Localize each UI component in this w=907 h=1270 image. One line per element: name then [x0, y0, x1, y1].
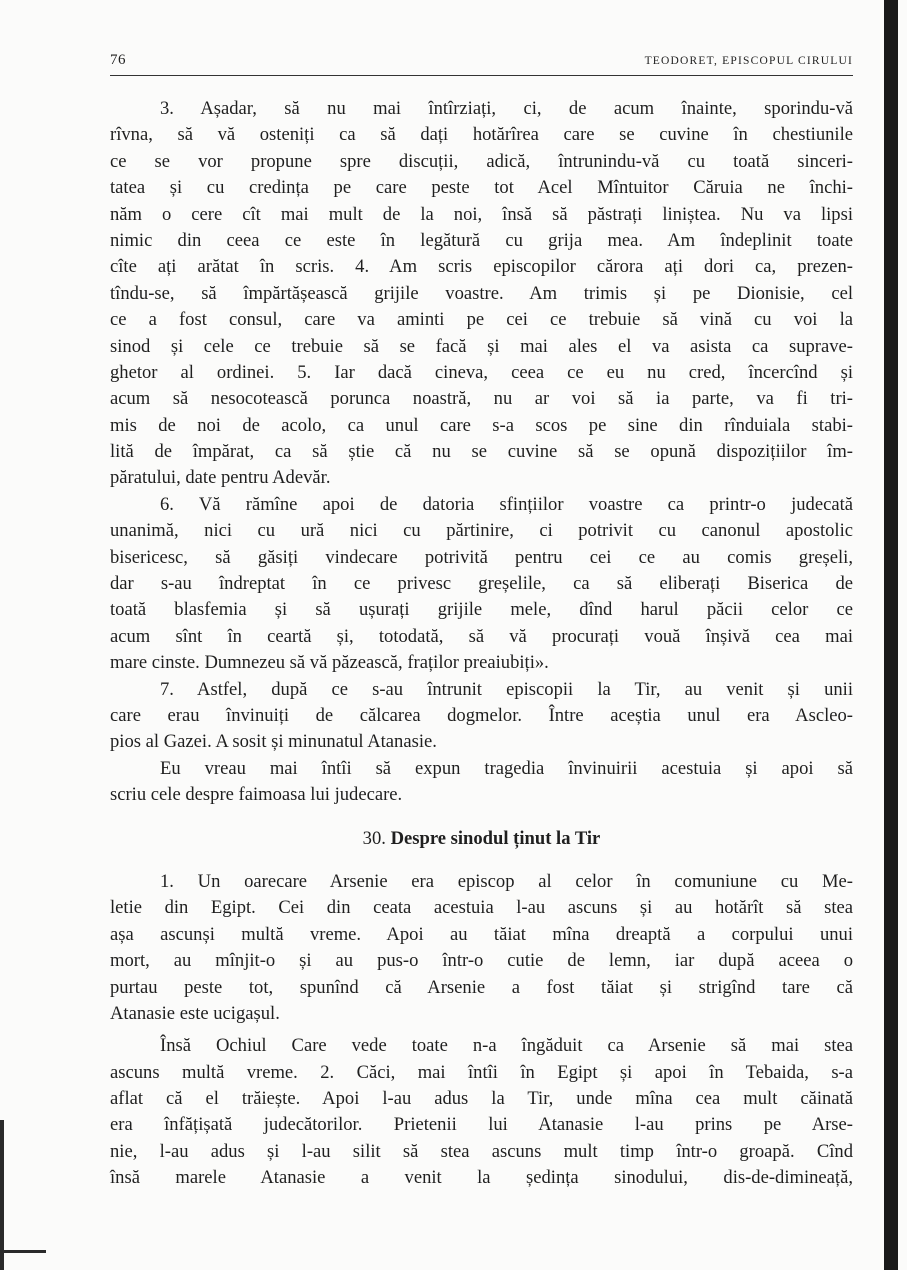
- text-line: Însă Ochiul Care vede toate n-a îngăduit ca Arsenie să mai stea: [160, 1035, 853, 1057]
- section-gap: [110, 809, 853, 826]
- text-line: Atanasie este ucigașul.: [110, 1002, 280, 1024]
- text-line: scriu cele despre faimoasa lui judecare.: [110, 784, 403, 806]
- paragraph-7: [110, 677, 853, 756]
- text-line: acum să nesocotească porunca noastră, nu ar voi să ia parte, va fi tri-: [110, 388, 853, 410]
- text-line: aflat că el trăiește. Apoi l-au adus la Tir, unde mîna cea mult căinată: [110, 1088, 853, 1110]
- text-line: năm o cere cît mai mult de la noi, însă să păstrați liniștea. Nu va lipsi: [110, 203, 853, 225]
- text-line: pios al Gazei. A sosit și minunatul Atanasie.: [110, 731, 437, 753]
- scan-shadow-left: [0, 1120, 4, 1270]
- scan-shadow-left-bottom: [0, 1250, 46, 1253]
- section-gap: [110, 852, 853, 869]
- text-line: purtau peste tot, spunînd că Arsenie a fost tăiat și strigînd tare că: [110, 976, 853, 998]
- text-line: ghetor al ordinei. 5. Iar dacă cineva, ceea ce eu nu cred, încercînd și: [110, 361, 853, 383]
- paragraph-1: [110, 869, 853, 1027]
- scan-shadow-right: [884, 0, 898, 1270]
- text-line: ce se vor propune spre discuții, adică, întrunindu-vă cu toată sinceri-: [110, 150, 853, 172]
- paragraph-3: [110, 96, 853, 492]
- text-line: Eu vreau mai întîi să expun tragedia învinuirii acestuia și apoi să: [160, 757, 853, 779]
- text-line: ascuns multă vreme. 2. Căci, mai întîi în Egipt și apoi în Tebaida, s-a: [110, 1061, 853, 1083]
- running-head: TEODORET, EPISCOPUL CIRULUI: [644, 55, 853, 67]
- section-number: 30.: [362, 827, 386, 849]
- text-line: dar s-au îndreptat în ce privesc greșelile, ca să eliberați Biserica de: [110, 573, 853, 595]
- text-line: sinod și cele ce trebuie să se facă și mai ales el va asista ca suprave-: [110, 335, 853, 357]
- text-line: care erau învinuiți de călcarea dogmelor. Între aceștia unul era Ascleo-: [110, 704, 853, 726]
- page-header: [110, 52, 853, 74]
- text-line: tîndu-se, să împărtășească grijile voastre. Am trimis și pe Dionisie, cel: [110, 282, 853, 304]
- text-line: mis de noi de acolo, ca unul care s-a scos pe sine din rînduiala stabi-: [110, 414, 853, 436]
- text-line: 7. Astfel, după ce s-au întrunit episcopii la Tir, au venit și unii: [160, 678, 853, 700]
- text-line: 3. Așadar, să nu mai întîrziați, ci, de acum înainte, sporindu-vă: [160, 98, 853, 119]
- text-line: mare cinste. Dumnezeu să vă păzească, fraților preaiubiți».: [110, 652, 549, 674]
- text-line: păratului, date pentru Adevăr.: [110, 467, 331, 489]
- text-line: letie din Egipt. Cei din ceata acestuia l-au ascuns și au hotărît să stea: [110, 897, 853, 919]
- text-line: rîvna, să vă osteniți ca să dați hotărîrea care se cuvine în chestiunile: [110, 124, 853, 146]
- text-line: nie, l-au adus și l-au silit să stea ascuns mult timp într-o groapă. Cînd: [110, 1140, 853, 1162]
- text-line: cîte ați arătat în scris. 4. Am scris episcopilor cărora ați dori ca, prezen-: [110, 256, 853, 278]
- text-line: toată blasfemia și să ușurați grijile mele, dînd harul păcii celor ce: [110, 599, 853, 621]
- text-line: 1. Un oarecare Arsenie era episcop al celor în comuniune cu Me-: [160, 870, 853, 892]
- text-line: bisericesc, să găsiți vindecare potrivită pentru cei ce au comis greșeli,: [110, 546, 853, 568]
- text-line: tatea și cu credința pe care peste tot Acel Mîntuitor Căruia ne închi-: [110, 177, 853, 199]
- paragraph-2: [110, 1033, 853, 1191]
- text-line: nimic din ceea ce este în legătură cu grija mea. Am îndeplinit toate: [110, 229, 853, 251]
- text-line: așa ascunși multă vreme. Apoi au tăiat mîna dreaptă a corpului unui: [110, 923, 853, 945]
- header-rule: [110, 75, 853, 76]
- text-line: lită de împărat, ca să știe că nu se cuvine să se opună dispozițiilor îm-: [110, 441, 853, 463]
- text-line: era înfățișată judecătorilor. Prietenii lui Atanasie l-au prins pe Arse-: [110, 1114, 853, 1136]
- paragraph-intro: [110, 756, 853, 809]
- body-text: [110, 96, 853, 1192]
- text-line: mort, au mînjit-o și au pus-o într-o cutie de lemn, iar după aceea o: [110, 950, 853, 972]
- page-number: 76: [110, 52, 126, 68]
- text-line: 6. Vă rămîne apoi de datoria sfințiilor voastre ca printr-o judecată: [160, 493, 853, 515]
- section-title: Despre sinodul ținut la Tir: [390, 827, 601, 849]
- paragraph-6: [110, 492, 853, 677]
- section-heading: [110, 826, 853, 852]
- text-line: acum sînt în ceartă și, totodată, să vă procurați vouă înșivă cea mai: [110, 625, 853, 647]
- text-line: însă marele Atanasie a venit la ședința sinodului, dis-de-dimineață,: [110, 1167, 853, 1189]
- text-line: unanimă, nici cu ură nici cu părtinire, ci potrivit cu canonul apostolic: [110, 520, 853, 542]
- text-line: ce a fost consul, care va aminti pe cei ce trebuie să vină cu voi la: [110, 309, 853, 331]
